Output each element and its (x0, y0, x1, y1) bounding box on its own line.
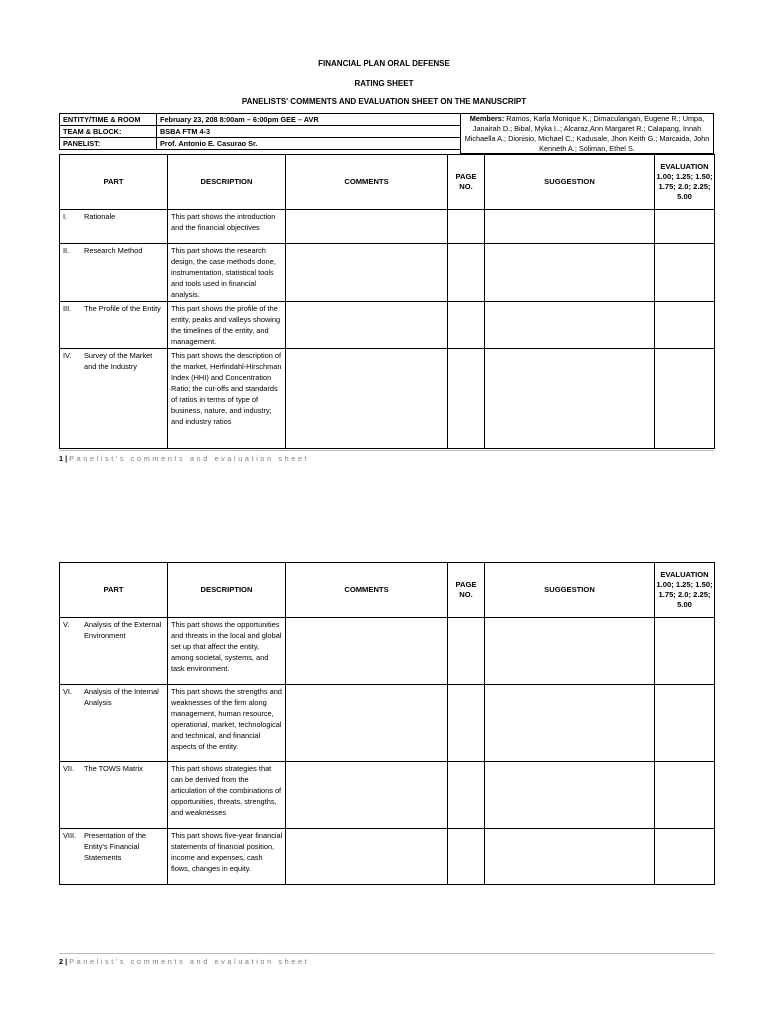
info-table (59, 113, 461, 150)
comments-cell[interactable] (286, 244, 448, 302)
part-number: II. (63, 246, 70, 255)
col-part: PART (60, 563, 168, 618)
table-row (60, 302, 715, 349)
evaluation-cell[interactable] (655, 210, 715, 244)
description-cell: This part shows the strengths and weaknesses of the firm along management, human resource, operational, market, technological and technical, and financial aspects of the entity. (168, 685, 286, 762)
table-row (60, 349, 715, 449)
table-row (60, 618, 715, 685)
footer-label: Panelist's comments and evaluation sheet (69, 454, 310, 463)
page-no-cell[interactable] (448, 762, 485, 829)
comments-cell[interactable] (286, 302, 448, 349)
col-comments: COMMENTS (286, 155, 448, 210)
col-evaluation: EVALUATION 1.00; 1.25; 1.50; 1.75; 2.0; 2.25; 5.00 (655, 155, 715, 210)
part-cell (60, 685, 168, 762)
table-row (60, 244, 715, 302)
evaluation-cell[interactable] (655, 244, 715, 302)
part-title: Analysis of the Internal Analysis (84, 687, 159, 707)
description-cell: This part shows the profile of the entity, peaks and valleys showing the timelines of the entity, and management. (168, 302, 286, 349)
page-no-cell[interactable] (448, 618, 485, 685)
entity-value: February 23, 208 8:00am – 6:00pm GEE – AVR (157, 114, 461, 126)
table1-body (60, 210, 715, 449)
table-row (60, 685, 715, 762)
part-number: V. (63, 620, 70, 629)
part-title: Research Method (84, 246, 143, 255)
page-no-cell[interactable] (448, 302, 485, 349)
part-title: The Profile of the Entity (84, 304, 161, 313)
part-number: IV. (63, 351, 72, 360)
suggestion-cell[interactable] (485, 618, 655, 685)
description-cell: This part shows the research design, the case methods done, instrumentation, statistical tools and tools used in financial analysis. (168, 244, 286, 302)
part-cell (60, 618, 168, 685)
comments-cell[interactable] (286, 618, 448, 685)
members-list: Ramos, Karla Monique K.; Dimaculangan, Eugene R.; Umpa, Janairah D.; Bibal, Myka I..; Alcaraz,Ann Margaret R.; Calapang, Innah Michaella A.; Dionisio, Michael C.; Kadusale, Jhon Keith G.; Marcaida, John Kenneth A.; Soliman, Ethel S. (464, 114, 710, 153)
col-part: PART (60, 155, 168, 210)
description-cell: This part shows strategies that can be derived from the articulation of the combinations of opportunities, threats, strengths, and weaknesses (168, 762, 286, 829)
part-title: Survey of the Market and the Industry (84, 351, 153, 371)
col-evaluation: EVALUATION 1.00; 1.25; 1.50; 1.75; 2.0; 2.25; 5.00 (655, 563, 715, 618)
part-cell (60, 210, 168, 244)
part-title: Presentation of the Entity's Financial Statements (84, 831, 147, 862)
comments-cell[interactable] (286, 762, 448, 829)
page-no-cell[interactable] (448, 210, 485, 244)
evaluation-cell[interactable] (655, 829, 715, 885)
entity-label: ENTITY/TIME & ROOM (60, 114, 157, 126)
suggestion-cell[interactable] (485, 349, 655, 449)
evaluation-cell[interactable] (655, 685, 715, 762)
col-page-no: PAGE NO. (448, 563, 485, 618)
comments-cell[interactable] (286, 829, 448, 885)
part-number: VI. (63, 687, 73, 696)
page-footer-2: 2 | Panelist's comments and evaluation sheet (59, 953, 714, 966)
footer-page-number: 2 (59, 957, 64, 966)
comments-cell[interactable] (286, 210, 448, 244)
part-cell (60, 302, 168, 349)
evaluation-cell[interactable] (655, 349, 715, 449)
col-suggestion: SUGGESTION (485, 563, 655, 618)
col-description: DESCRIPTION (168, 155, 286, 210)
page-no-cell[interactable] (448, 349, 485, 449)
footer-label: Panelist's comments and evaluation sheet (69, 957, 310, 966)
members-label: Members: (469, 114, 505, 123)
suggestion-cell[interactable] (485, 829, 655, 885)
description-cell: This part shows the introduction and the financial objectives (168, 210, 286, 244)
page-footer-1: 1 | Panelist's comments and evaluation sheet (59, 450, 714, 463)
comments-cell[interactable] (286, 685, 448, 762)
part-number: VIII. (63, 831, 77, 840)
part-title: Analysis of the External Environment (84, 620, 162, 640)
suggestion-cell[interactable] (485, 685, 655, 762)
suggestion-cell[interactable] (485, 302, 655, 349)
comments-cell[interactable] (286, 349, 448, 449)
table-row (60, 762, 715, 829)
suggestion-cell[interactable] (485, 762, 655, 829)
table-row (60, 829, 715, 885)
part-cell (60, 762, 168, 829)
description-cell: This part shows five-year financial statements of financial position, income and expenses, cash flows, changes in equity. (168, 829, 286, 885)
page-no-cell[interactable] (448, 685, 485, 762)
rating-table-2 (59, 562, 715, 885)
members-box (460, 113, 714, 154)
table2-body (60, 618, 715, 885)
part-title: The TOWS Matrix (84, 764, 143, 773)
table-row (60, 210, 715, 244)
part-cell (60, 829, 168, 885)
description-cell: This part shows the description of the market, Herfindahl-Hirschman Index (HHI) and Concentration Ratio; the cut-offs and standards of ratios in terms of type of business, nature, and industry; and industry ratios (168, 349, 286, 449)
suggestion-cell[interactable] (485, 210, 655, 244)
evaluation-cell[interactable] (655, 762, 715, 829)
col-suggestion: SUGGESTION (485, 155, 655, 210)
col-page-no: PAGE NO. (448, 155, 485, 210)
part-cell (60, 349, 168, 449)
col-description: DESCRIPTION (168, 563, 286, 618)
document-title: FINANCIAL PLAN ORAL DEFENSE (318, 59, 450, 68)
team-value: BSBA FTM 4-3 (157, 126, 461, 138)
description-cell: This part shows the opportunities and threats in the local and global set up that affect the entity, among societal, systems, and task environment. (168, 618, 286, 685)
part-cell (60, 244, 168, 302)
col-comments: COMMENTS (286, 563, 448, 618)
evaluation-cell[interactable] (655, 302, 715, 349)
document-subtitle: RATING SHEET (354, 79, 414, 88)
part-number: VII. (63, 764, 75, 773)
part-number: I. (63, 212, 68, 221)
part-number: III. (63, 304, 72, 313)
part-title: Rationale (84, 212, 116, 221)
panelist-label: PANELIST: (60, 138, 157, 150)
panelist-value: Prof. Antonio E. Casurao Sr. (157, 138, 461, 150)
footer-page-number: 1 (59, 454, 64, 463)
evaluation-cell[interactable] (655, 618, 715, 685)
team-label: TEAM & BLOCK: (60, 126, 157, 138)
rating-table-1 (59, 154, 715, 449)
page-no-cell[interactable] (448, 244, 485, 302)
page-no-cell[interactable] (448, 829, 485, 885)
suggestion-cell[interactable] (485, 244, 655, 302)
section-heading: PANELISTS' COMMENTS AND EVALUATION SHEET ON THE MANUSCRIPT (241, 97, 527, 106)
